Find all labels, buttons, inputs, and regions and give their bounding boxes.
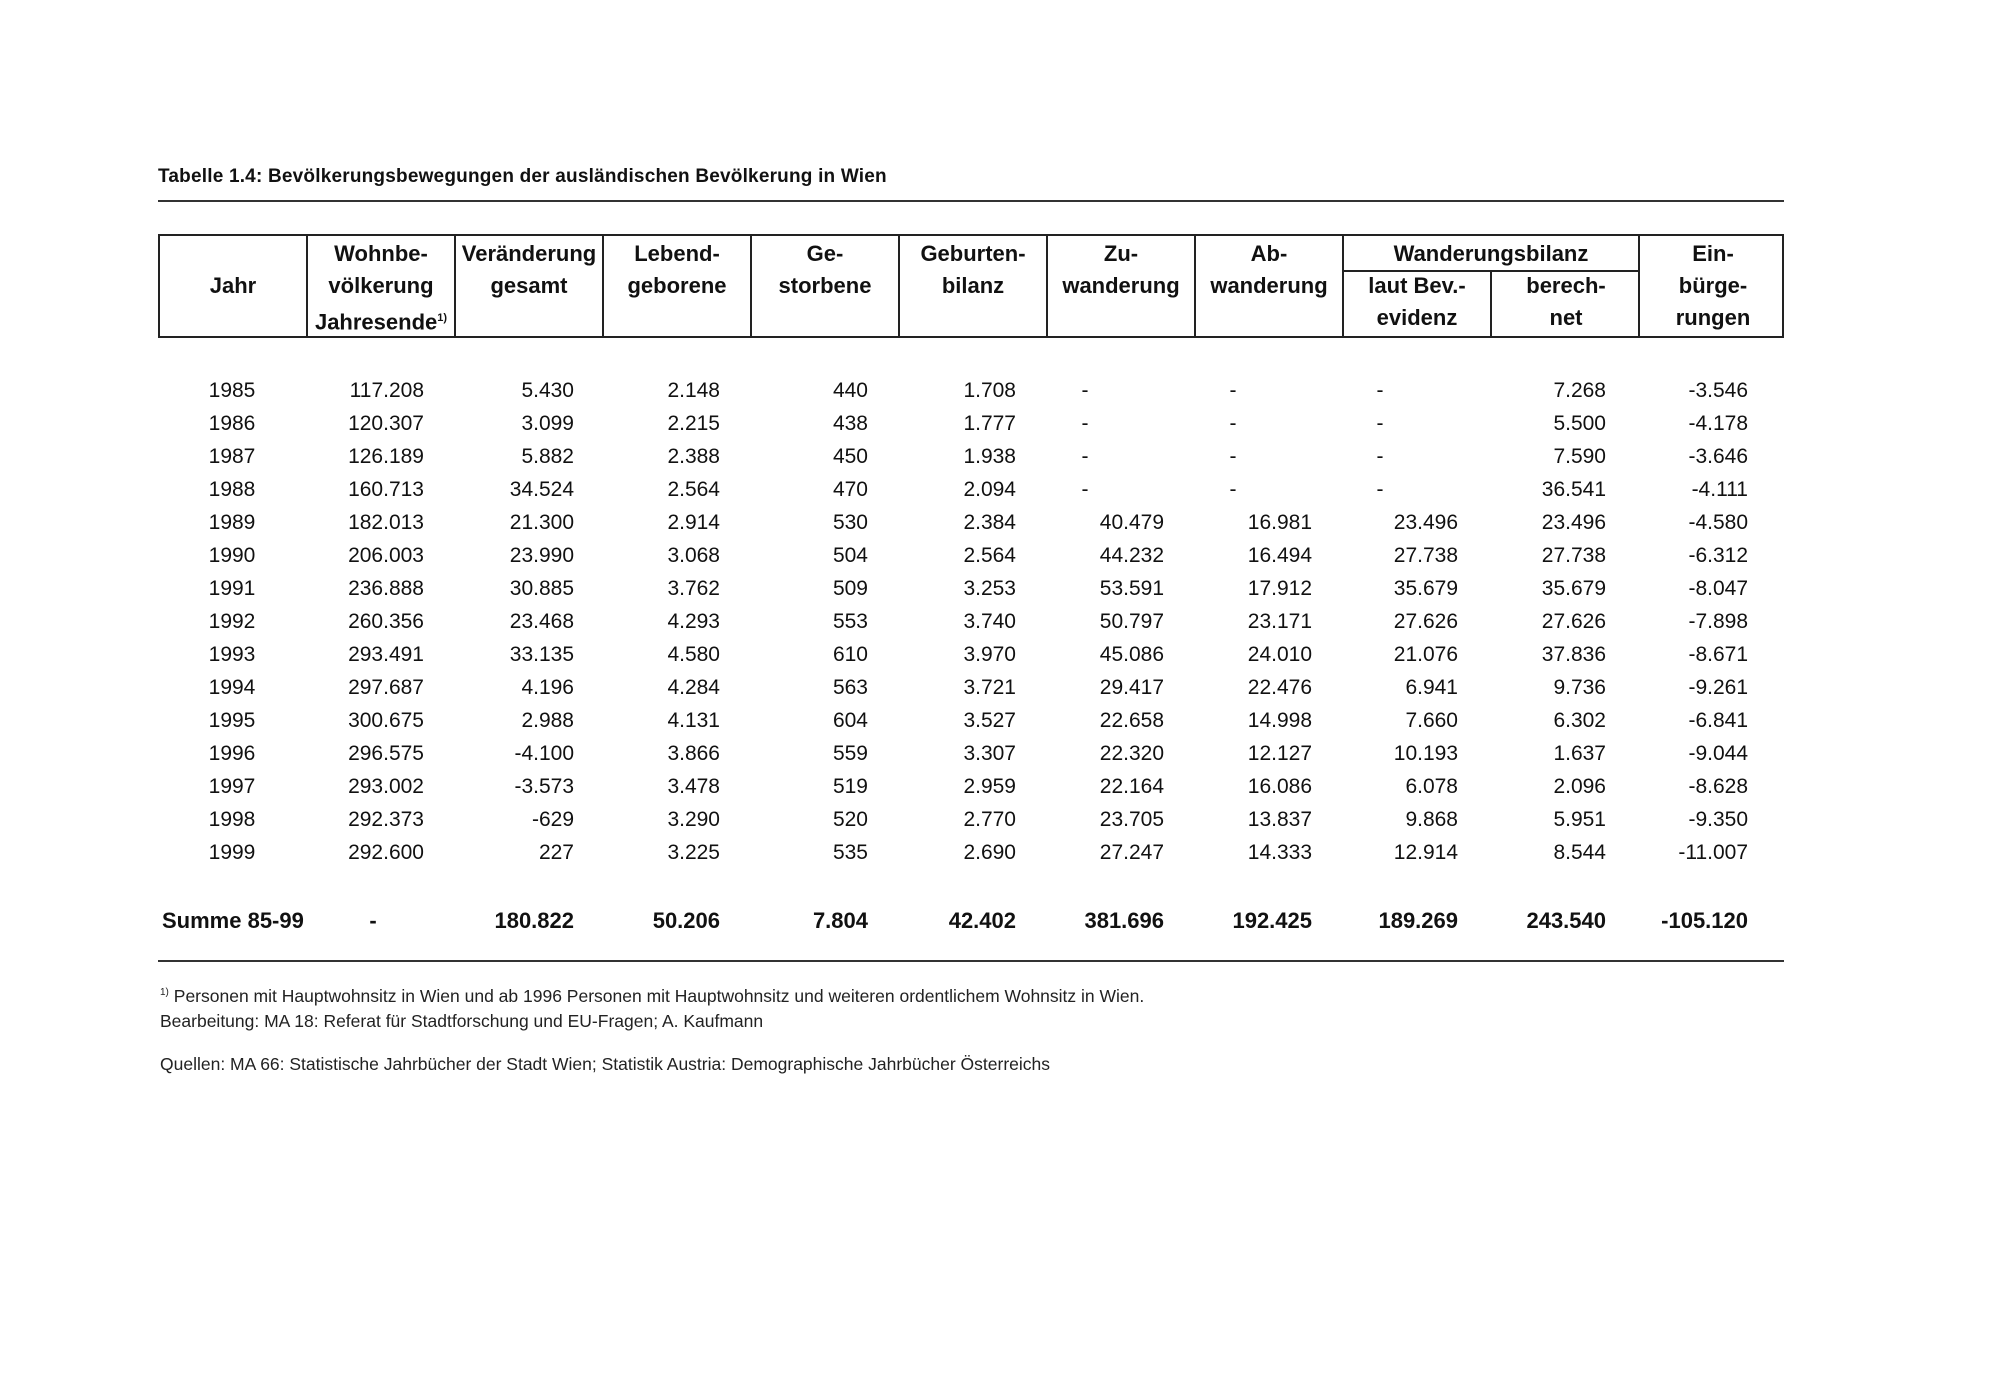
- cell-ein: -9.261: [1688, 676, 1748, 699]
- cell-ein: -9.350: [1688, 808, 1748, 831]
- cell-ber: 243.540: [1526, 908, 1606, 933]
- cell-ein: -4.580: [1688, 511, 1748, 534]
- cell-ber: 27.738: [1541, 544, 1606, 567]
- cell-ges: 519: [832, 775, 868, 798]
- cell-jahr: Summe 85-99: [162, 908, 304, 933]
- cell-ein: -3.646: [1688, 445, 1748, 468]
- cell-ber: 7.268: [1553, 379, 1606, 402]
- cell-wohn: 300.675: [348, 709, 424, 732]
- table-row: [158, 407, 1784, 440]
- cell-ver: 23.990: [509, 544, 574, 567]
- cell-leb: 4.131: [667, 709, 720, 732]
- cell-wohn: 206.003: [348, 544, 424, 567]
- cell-jahr: 1994: [208, 676, 256, 699]
- cell-jahr: 1990: [208, 544, 256, 567]
- cell-zu: 45.086: [1099, 643, 1164, 666]
- cell-ges: 450: [832, 445, 868, 468]
- cell-wohn: 293.002: [348, 775, 424, 798]
- cell-zu: -: [1081, 379, 1089, 402]
- cell-ver: 227: [538, 841, 574, 864]
- cell-wohn: 160.713: [348, 478, 424, 501]
- cell-ein: -6.841: [1688, 709, 1748, 732]
- cell-laut: 9.868: [1405, 808, 1458, 831]
- cell-geb: 2.384: [963, 511, 1016, 534]
- cell-leb: 4.580: [667, 643, 720, 666]
- cell-laut: 35.679: [1393, 577, 1458, 600]
- cell-ver: 21.300: [509, 511, 574, 534]
- cell-leb: 3.290: [667, 808, 720, 831]
- cell-geb: 2.770: [963, 808, 1016, 831]
- header-jahr: Jahr: [160, 236, 308, 336]
- cell-jahr: 1998: [208, 808, 256, 831]
- cell-ab: 14.998: [1247, 709, 1312, 732]
- cell-geb: 2.094: [963, 478, 1016, 501]
- header-zuwanderung: Zu- wanderung: [1048, 236, 1196, 336]
- cell-wohn: 120.307: [348, 412, 424, 435]
- cell-laut: 7.660: [1405, 709, 1458, 732]
- cell-leb: 2.914: [667, 511, 720, 534]
- header-lebendgeborene: Lebend- geborene: [604, 236, 752, 336]
- cell-leb: 2.388: [667, 445, 720, 468]
- cell-zu: 381.696: [1084, 908, 1164, 933]
- cell-ver: 5.882: [521, 445, 574, 468]
- cell-zu: -: [1081, 445, 1089, 468]
- cell-geb: 2.959: [963, 775, 1016, 798]
- cell-jahr: 1997: [208, 775, 256, 798]
- cell-zu: 50.797: [1099, 610, 1164, 633]
- cell-ges: 520: [832, 808, 868, 831]
- cell-laut: 6.941: [1405, 676, 1458, 699]
- cell-ber: 35.679: [1541, 577, 1606, 600]
- sum-row: [158, 904, 1784, 937]
- cell-jahr: 1996: [208, 742, 256, 765]
- cell-leb: 3.866: [667, 742, 720, 765]
- cell-geb: 3.527: [963, 709, 1016, 732]
- cell-ber: 6.302: [1553, 709, 1606, 732]
- header-berechnet: berech- net: [1526, 273, 1606, 330]
- header-einbuergerungen: Ein- bürge- rungen: [1675, 241, 1751, 330]
- cell-leb: 3.225: [667, 841, 720, 864]
- table-row: [158, 572, 1784, 605]
- cell-ges: 504: [832, 544, 868, 567]
- cell-ber: 37.836: [1541, 643, 1606, 666]
- cell-ver: -4.100: [514, 742, 574, 765]
- header-gestorbene: Ge- storbene: [752, 236, 900, 336]
- cell-ber: 1.637: [1553, 742, 1606, 765]
- cell-ber: 36.541: [1541, 478, 1606, 501]
- cell-wohn: 126.189: [348, 445, 424, 468]
- cell-ab: 22.476: [1247, 676, 1312, 699]
- table-row: [158, 506, 1784, 539]
- cell-wohn: 293.491: [348, 643, 424, 666]
- cell-ges: 535: [832, 841, 868, 864]
- cell-wohn: -: [369, 908, 377, 933]
- cell-ges: 610: [832, 643, 868, 666]
- cell-ges: 604: [832, 709, 868, 732]
- table-row: [158, 605, 1784, 638]
- cell-ges: 438: [832, 412, 868, 435]
- header-laut-bev-evidenz: laut Bev.- evidenz: [1344, 270, 1492, 338]
- cell-geb: 3.970: [963, 643, 1016, 666]
- cell-ab: 16.086: [1247, 775, 1312, 798]
- table-header: [158, 234, 1784, 338]
- header-wanderungsbilanz: Wanderungsbilanz laut Bev.- evidenz berech- net: [1344, 236, 1640, 336]
- cell-geb: 42.402: [948, 908, 1016, 933]
- cell-geb: 1.777: [963, 412, 1016, 435]
- cell-ab: 192.425: [1232, 908, 1312, 933]
- cell-ein: -8.047: [1688, 577, 1748, 600]
- cell-geb: 1.938: [963, 445, 1016, 468]
- cell-ges: 559: [832, 742, 868, 765]
- cell-ber: 8.544: [1553, 841, 1606, 864]
- cell-ab: 14.333: [1247, 841, 1312, 864]
- cell-wohn: 182.013: [348, 511, 424, 534]
- cell-ab: -: [1229, 478, 1237, 501]
- cell-wohn: 297.687: [348, 676, 424, 699]
- cell-ab: 12.127: [1247, 742, 1312, 765]
- cell-ab: -: [1229, 445, 1237, 468]
- cell-laut: 21.076: [1393, 643, 1458, 666]
- cell-ver: -629: [531, 808, 574, 831]
- cell-leb: 2.564: [667, 478, 720, 501]
- header-abwanderung: Ab- wanderung: [1196, 236, 1344, 336]
- cell-ber: 23.496: [1541, 511, 1606, 534]
- cell-ver: 33.135: [509, 643, 574, 666]
- cell-geb: 2.564: [963, 544, 1016, 567]
- header-veraenderung: Veränderung gesamt: [456, 236, 604, 336]
- cell-leb: 3.478: [667, 775, 720, 798]
- cell-jahr: 1991: [208, 577, 256, 600]
- cell-ges: 563: [832, 676, 868, 699]
- cell-wohn: 117.208: [349, 379, 424, 402]
- cell-wohn: 296.575: [348, 742, 424, 765]
- cell-leb: 2.215: [667, 412, 720, 435]
- cell-ver: 5.430: [521, 379, 574, 402]
- cell-ab: 17.912: [1247, 577, 1312, 600]
- cell-zu: 40.479: [1099, 511, 1164, 534]
- cell-geb: 1.708: [963, 379, 1016, 402]
- cell-ges: 470: [832, 478, 868, 501]
- table-row: [158, 440, 1784, 473]
- cell-leb: 4.293: [667, 610, 720, 633]
- cell-ab: 24.010: [1247, 643, 1312, 666]
- cell-leb: 2.148: [667, 379, 720, 402]
- table-row: [158, 374, 1784, 407]
- cell-ver: 2.988: [521, 709, 574, 732]
- cell-wohn: 260.356: [348, 610, 424, 633]
- cell-wohn: 292.600: [348, 841, 424, 864]
- cell-ein: -4.178: [1688, 412, 1748, 435]
- table-title: Tabelle 1.4: Bevölkerungsbewegungen der ausländischen Bevölkerung in Wien: [158, 166, 887, 187]
- cell-jahr: 1995: [208, 709, 256, 732]
- cell-zu: -: [1081, 412, 1089, 435]
- cell-ab: 16.494: [1247, 544, 1312, 567]
- cell-zu: 22.658: [1099, 709, 1164, 732]
- cell-ver: 3.099: [521, 412, 574, 435]
- bottom-rule: [158, 960, 1784, 962]
- cell-zu: 27.247: [1099, 841, 1164, 864]
- cell-zu: 53.591: [1099, 577, 1164, 600]
- cell-wohn: 292.373: [348, 808, 424, 831]
- cell-ein: -9.044: [1688, 742, 1748, 765]
- cell-ein: -105.120: [1661, 908, 1748, 933]
- cell-laut: 12.914: [1393, 841, 1458, 864]
- cell-leb: 3.762: [667, 577, 720, 600]
- cell-geb: 3.307: [963, 742, 1016, 765]
- cell-ein: -3.546: [1688, 379, 1748, 402]
- table-row: [158, 638, 1784, 671]
- cell-ges: 7.804: [812, 908, 868, 933]
- cell-ver: -3.573: [514, 775, 574, 798]
- cell-geb: 3.740: [963, 610, 1016, 633]
- cell-ver: 23.468: [509, 610, 574, 633]
- table-row: [158, 737, 1784, 770]
- cell-laut: 6.078: [1405, 775, 1458, 798]
- cell-ber: 5.951: [1553, 808, 1606, 831]
- cell-leb: 50.206: [652, 908, 720, 933]
- cell-ges: 509: [832, 577, 868, 600]
- cell-ges: 530: [832, 511, 868, 534]
- footnote-bearbeitung: Bearbeitung: MA 18: Referat für Stadtforschung und EU-Fragen; A. Kaufmann: [160, 1011, 764, 1031]
- cell-leb: 4.284: [667, 676, 720, 699]
- cell-geb: 3.253: [963, 577, 1016, 600]
- header-wohnbevoelkerung: Wohnbe- völkerung Jahresende$^{1)}$: [308, 236, 456, 336]
- cell-laut: 23.496: [1393, 511, 1458, 534]
- cell-laut: -: [1376, 379, 1384, 402]
- table-row: [158, 473, 1784, 506]
- cell-ber: 5.500: [1553, 412, 1606, 435]
- table-row: [158, 704, 1784, 737]
- cell-jahr: 1989: [208, 511, 256, 534]
- cell-jahr: 1986: [208, 412, 256, 435]
- cell-zu: -: [1081, 478, 1089, 501]
- cell-jahr: 1999: [208, 841, 256, 864]
- table-row: [158, 836, 1784, 869]
- cell-ber: 27.626: [1541, 610, 1606, 633]
- cell-geb: 2.690: [963, 841, 1016, 864]
- cell-ein: -6.312: [1688, 544, 1748, 567]
- cell-zu: 44.232: [1099, 544, 1164, 567]
- cell-laut: 27.738: [1393, 544, 1458, 567]
- cell-ber: 7.590: [1553, 445, 1606, 468]
- cell-ver: 30.885: [509, 577, 574, 600]
- cell-ein: -8.671: [1688, 643, 1748, 666]
- cell-ab: -: [1229, 379, 1237, 402]
- cell-laut: 10.193: [1393, 742, 1458, 765]
- cell-zu: 23.705: [1099, 808, 1164, 831]
- cell-zu: 22.164: [1099, 775, 1164, 798]
- cell-ein: -4.111: [1691, 478, 1748, 501]
- cell-jahr: 1988: [208, 478, 256, 501]
- cell-ein: -7.898: [1688, 610, 1748, 633]
- cell-ber: 2.096: [1553, 775, 1606, 798]
- cell-ab: 23.171: [1247, 610, 1312, 633]
- cell-ver: 180.822: [494, 908, 574, 933]
- footnote-1: $^{1)}$ Personen mit Hauptwohnsitz in Wien und ab 1996 Personen mit Hauptwohnsitz und weiteren ordentlichem Wohnsitz in Wien.: [160, 986, 1145, 1006]
- cell-zu: 29.417: [1099, 676, 1164, 699]
- cell-ab: -: [1229, 412, 1237, 435]
- footnote-quellen: Quellen: MA 66: Statistische Jahrbücher der Stadt Wien; Statistik Austria: Demographische Jahrbücher Österreichs: [160, 1054, 1050, 1074]
- cell-laut: -: [1376, 478, 1384, 501]
- cell-laut: -: [1376, 445, 1384, 468]
- cell-ab: 16.981: [1247, 511, 1312, 534]
- cell-laut: 27.626: [1393, 610, 1458, 633]
- table-row: [158, 770, 1784, 803]
- table-row: [158, 539, 1784, 572]
- top-rule: [158, 200, 1784, 202]
- cell-laut: 189.269: [1378, 908, 1458, 933]
- cell-ab: 13.837: [1247, 808, 1312, 831]
- cell-jahr: 1987: [208, 445, 256, 468]
- header-geburtenbilanz: Geburten- bilanz: [900, 236, 1048, 336]
- cell-wohn: 236.888: [348, 577, 424, 600]
- cell-jahr: 1993: [208, 643, 256, 666]
- cell-geb: 3.721: [963, 676, 1016, 699]
- table-row: [158, 671, 1784, 704]
- cell-ein: -8.628: [1688, 775, 1748, 798]
- table-row: [158, 803, 1784, 836]
- cell-ges: 440: [832, 379, 868, 402]
- cell-jahr: 1992: [208, 610, 256, 633]
- cell-jahr: 1985: [208, 379, 256, 402]
- cell-laut: -: [1376, 412, 1384, 435]
- cell-ver: 4.196: [521, 676, 574, 699]
- cell-ein: -11.007: [1678, 841, 1748, 864]
- cell-ver: 34.524: [509, 478, 574, 501]
- cell-zu: 22.320: [1099, 742, 1164, 765]
- cell-ber: 9.736: [1553, 676, 1606, 699]
- cell-leb: 3.068: [667, 544, 720, 567]
- cell-ges: 553: [832, 610, 868, 633]
